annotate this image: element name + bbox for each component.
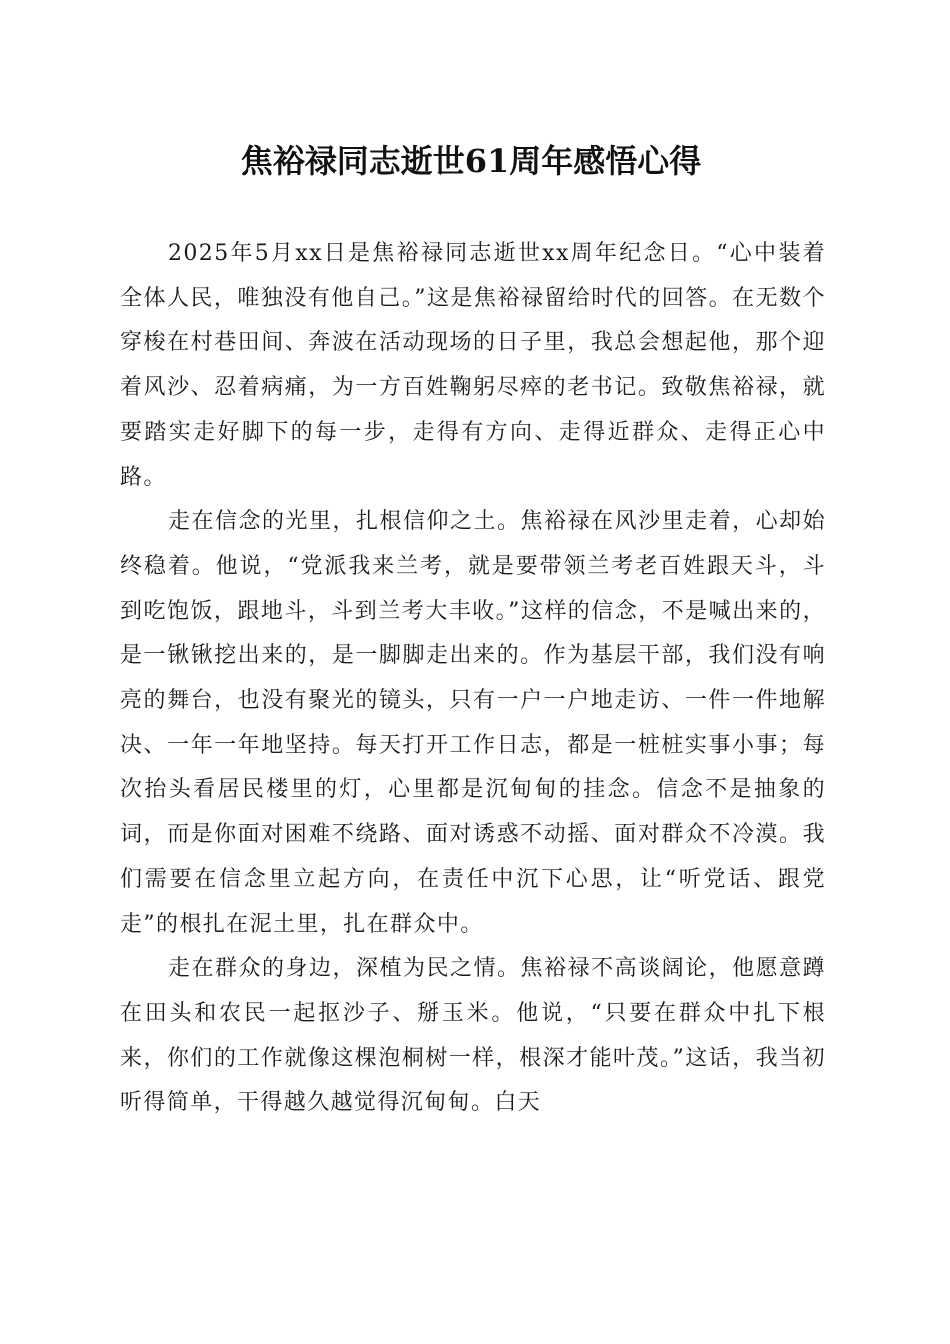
paragraph-3: 走在群众的身边，深植为民之情。焦裕禄不高谈阔论，他愿意蹲在田头和农民一起抠沙子、掰玉米。他说，“只要在群众中扎下根来，你们的工作就像这棵泡桐树一样，根深才能叶茂。”这话，我当初听得简单，干得越久越觉得沉甸甸。白天 — [120, 956, 826, 1116]
document-body — [120, 232, 826, 1126]
paragraph-1: 2025年5月xx日是焦裕禄同志逝世xx周年纪念日。“心中装着全体人民，唯独没有他自己。”这是焦裕禄留给时代的回答。在无数个穿梭在村巷田间、奔波在活动现场的日子里，我总会想起他，那个迎着风沙、忍着病痛，为一方百姓鞠躬尽瘁的老书记。致敬焦裕禄，就要踏实走好脚下的每一步，走得有方向、走得近群众、走得正心中路。 — [120, 241, 826, 490]
document-title: 焦裕禄同志逝世61周年感悟心得 — [240, 142, 702, 180]
paragraph-2: 走在信念的光里，扎根信仰之土。焦裕禄在风沙里走着，心却始终稳着。他说，“党派我来兰考，就是要带领兰考老百姓跟天斗，斗到吃饱饭，跟地斗，斗到兰考大丰收。”这样的信念，不是喊出来的，是一锹锹挖出来的，是一脚脚走出来的。作为基层干部，我们没有响亮的舞台，也没有聚光的镜头，只有一户一户地走访、一件一件地解决、一年一年地坚持。每天打开工作日志，都是一桩桩实事小事；每次抬头看居民楼里的灯，心里都是沉甸甸的挂念。信念不是抽象的词，而是你面对困难不绕路、面对诱惑不动摇、面对群众不冷漠。我们需要在信念里立起方向，在责任中沉下心思，让“听党话、跟党走”的根扎在泥土里，扎在群众中。 — [120, 509, 826, 937]
